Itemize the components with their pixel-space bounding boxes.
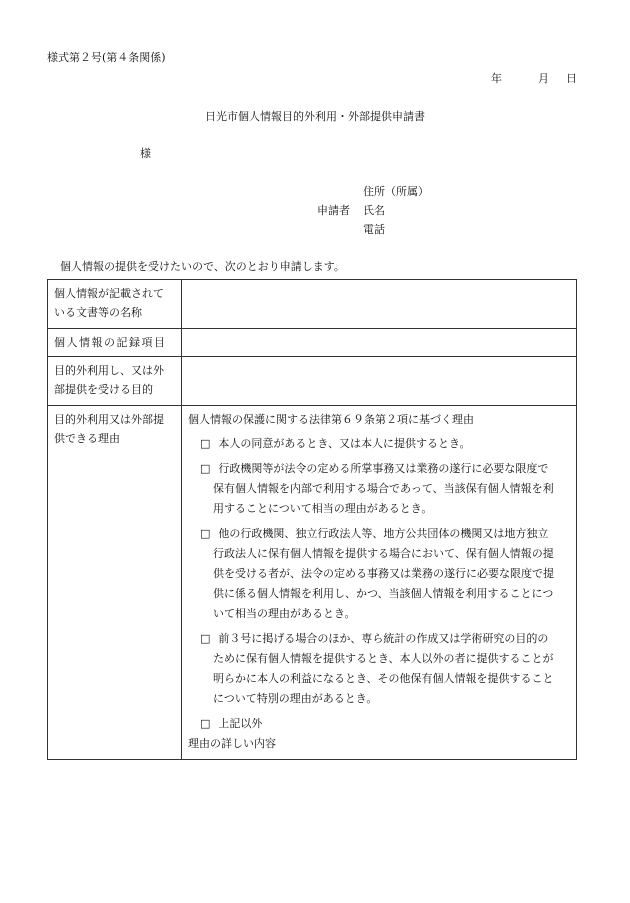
checkbox-icon[interactable]: □ [200,527,211,540]
date-line [491,70,577,86]
row-document-name [48,280,577,329]
purpose-field[interactable] [182,357,577,406]
reason-heading: 個人情報の保護に関する法律第６９条第２項に基づく理由 [188,413,474,426]
date-day[interactable]: 日 [566,72,577,85]
checkbox-icon[interactable]: □ [200,437,211,450]
form-number: 様式第２号(第４条関係) [47,51,166,64]
row-record-items [48,329,577,357]
applicant-name-label: 氏名 [363,204,385,217]
checkbox-icon[interactable]: □ [200,717,211,730]
reason-option-other-agency[interactable]: □ 他の行政機関、独立行政法人等、地方公共団体の機関又は地方独立 行政法人に保有個人情報を提供する場合において、保有個人情報の提 供を受ける者が、法令の定める事務又は業務の遂行に必要な限度で提 供に係る個人情報を利用し、かつ、当該個人情報を利用することにつ いて相当の理由があるとき。 [200,527,554,620]
reason-option-other[interactable]: □ 上記以外 [200,717,263,730]
record-items-label: 個人情報の記録項目 [48,329,182,357]
checkbox-icon[interactable]: □ [200,632,211,645]
applicant-label: 申請者 [317,204,350,217]
addressee: 様 [140,147,151,160]
reason-label: 目的外利用又は外部提 供できる理由 [48,406,182,760]
reason-option-consent[interactable]: □ 本人の同意があるとき、又は本人に提供するとき。 [200,437,471,450]
checkbox-icon[interactable]: □ [200,462,211,475]
date-month[interactable]: 月 [538,72,549,85]
document-name-field[interactable] [182,280,577,329]
purpose-label: 目的外利用し、又は外 部提供を受ける目的 [48,357,182,406]
page-title: 日光市個人情報目的外利用・外部提供申請書 [205,110,425,123]
applicant-phone-label: 電話 [363,223,385,236]
reason-field [182,406,577,760]
reason-option-internal-use[interactable]: □ 行政機関等が法令の定める所掌事務又は業務の遂行に必要な限度で 保有個人情報を内部で利用する場合であって、当該保有個人情報を利 用することについて相当の理由があるとき。 [200,462,554,515]
reason-detail-label: 理由の詳しい内容 [188,737,276,750]
record-items-field[interactable] [182,329,577,357]
application-form-table [47,279,577,760]
document-name-label: 個人情報が記載されて いる文書等の名称 [48,280,182,329]
date-year[interactable]: 年 [491,72,502,85]
row-reason [48,406,577,760]
row-purpose [48,357,577,406]
applicant-address-label: 住所（所属） [363,185,429,198]
applicant-block [317,182,429,239]
intro-text: 個人情報の提供を受けたいので、次のとおり申請します。 [60,260,345,273]
reason-option-statistics[interactable]: □ 前３号に掲げる場合のほか、専ら統計の作成又は学術研究の目的の ために保有個人情報を提供するとき、本人以外の者に提供することが 明らかに本人の利益になるとき、その他保有個人情報を提供すること について特別の理由があるとき。 [200,632,554,705]
